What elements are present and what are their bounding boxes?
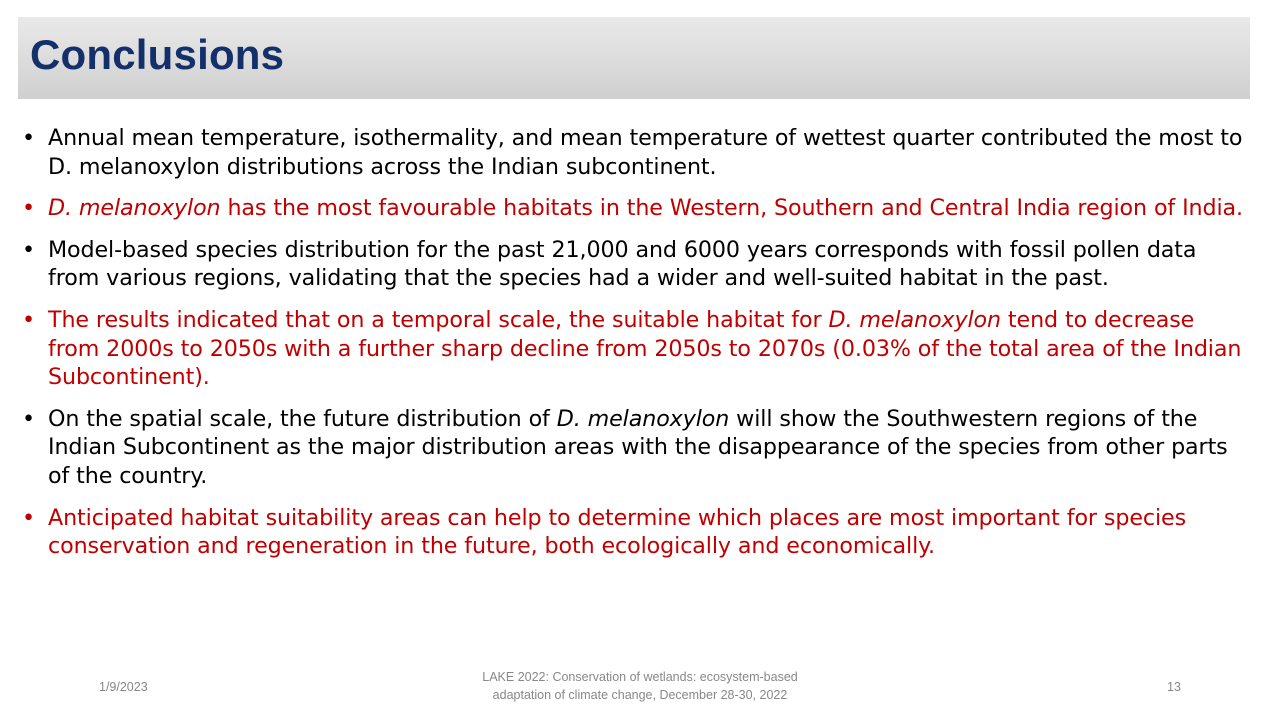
- bullet-text: Model-based species distribution for the past 21,000 and 6000 years corresponds with fossil pollen data from various regions, validating that the species had a wider and well-suited habitat in the past.: [48, 236, 1197, 292]
- slide-title: Conclusions: [30, 31, 285, 78]
- species-name-italic: D. melanoxylon: [556, 405, 730, 432]
- bullet-marker: •: [22, 195, 35, 222]
- bullet-item: [22, 236, 1250, 293]
- footer-event: [440, 668, 840, 704]
- bullet-text: On the spatial scale, the future distribution of: [48, 405, 557, 432]
- bullet-item: [22, 405, 1250, 491]
- title-bar: [18, 17, 1250, 99]
- footer-date: 1/9/2023: [99, 680, 148, 694]
- bullet-item: [22, 124, 1250, 181]
- species-name-italic: D. melanoxylon: [828, 306, 1001, 333]
- species-name-italic: D. melanoxylon: [48, 195, 221, 222]
- footer-event-line-1: LAKE 2022: Conservation of wetlands: ecosystem-based: [482, 670, 798, 684]
- bullet-text: tend to decrease from 2000s to 2050s with a further sharp decline from 2050s to 2070s (0.03% of the total area of the Indian Subcontinent).: [48, 306, 1242, 391]
- bullet-text: Annual mean temperature, isothermality, and mean temperature of wettest quarter contributed the most to D. melanoxylon distributions across the Indian subcontinent.: [48, 125, 1243, 180]
- bullet-text: will show the Southwestern regions of the Indian Subcontinent as the major distribution areas with the disappearance of the species from other parts of the country.: [48, 405, 1228, 489]
- bullet-marker: •: [22, 125, 35, 151]
- bullet-item: [22, 504, 1250, 561]
- bullet-text: The results indicated that on a temporal scale, the suitable habitat for: [48, 306, 829, 333]
- footer-event-line-2: adaptation of climate change, December 28-30, 2022: [492, 688, 788, 702]
- footer-page-number: 13: [1167, 680, 1181, 694]
- bullet-item: [22, 194, 1250, 223]
- bullet-text: has the most favourable habitats in the Western, Southern and Central India region of India.: [220, 195, 1243, 222]
- bullet-marker: •: [22, 306, 35, 333]
- bullet-item: [22, 306, 1250, 392]
- bullet-marker: •: [22, 236, 35, 263]
- bullet-text: Anticipated habitat suitability areas can help to determine which places are most important for species conservation and regeneration in the future, both ecologically and economically.: [48, 504, 1187, 560]
- bullet-marker: •: [22, 405, 35, 432]
- bullet-list: [22, 124, 1250, 574]
- bullet-marker: •: [22, 504, 35, 531]
